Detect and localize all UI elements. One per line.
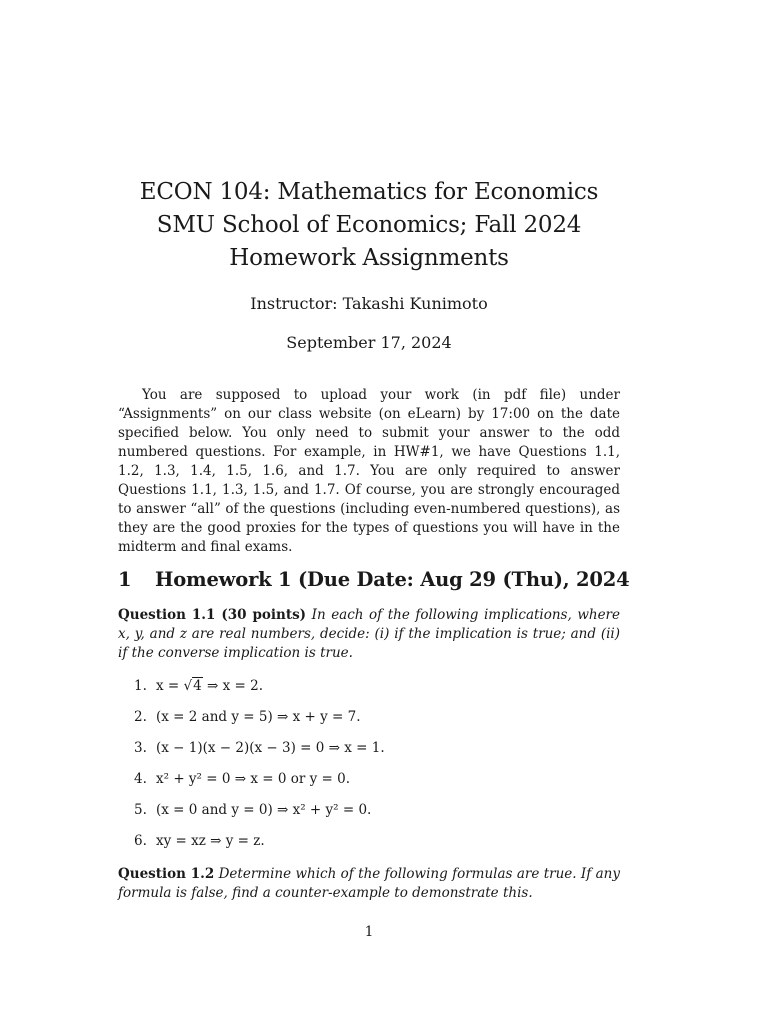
item-number: 2.	[134, 709, 147, 725]
instructor-line: Instructor: Takashi Kunimoto	[250, 294, 488, 313]
question-text: Determine which of the following formulas are true. If any formula is false, find a counter-example to demonstrate this.	[118, 866, 620, 901]
question-text: In each of the following implications, where x, y, and z are real numbers, decide: (i) if the implication is true; and (ii) if the converse implication is true.	[118, 607, 620, 661]
document-title	[0, 176, 738, 275]
intro-paragraph: You are supposed to upload your work (in pdf file) under “Assignments” on our class website (on eLearn) by 17:00 on the date specified below. You only need to submit your answer to the odd numbered questions. For example, in HW#1, we have Questions 1.1, 1.2, 1.3, 1.4, 1.5, 1.6, and 1.7. You are only required to answer Questions 1.1, 1.3, 1.5, and 1.7. Of course, you are strongly encouraged to answer “all” of the questions (including even-numbered questions), as they are the good proxies for the types of questions you will have in the midterm and final exams.	[118, 387, 620, 555]
list-item	[134, 676, 614, 707]
document-date: September 17, 2024	[286, 333, 452, 352]
item-formula: xy = xz ⇒ y = z.	[156, 833, 265, 849]
school-term: SMU School of Economics; Fall 2024	[156, 212, 582, 238]
item-formula: x = √4 ⇒ x = 2.	[156, 678, 264, 694]
question-1-2	[118, 865, 620, 903]
section-number: 1	[118, 568, 132, 591]
list-item	[134, 707, 614, 738]
course-title: ECON 104: Mathematics for Economics	[139, 179, 599, 205]
item-number: 6.	[134, 833, 147, 849]
question-label: Question 1.1 (30 points)	[118, 607, 307, 623]
question-1-1	[118, 606, 620, 663]
implication-list	[134, 676, 614, 862]
item-formula: (x = 2 and y = 5) ⇒ x + y = 7.	[156, 709, 361, 725]
item-number: 3.	[134, 740, 147, 756]
list-item	[134, 831, 614, 862]
page-number: 1	[364, 924, 374, 940]
item-formula: x² + y² = 0 ⇒ x = 0 or y = 0.	[156, 771, 350, 787]
document-subtitle: Homework Assignments	[229, 245, 509, 271]
section-heading	[118, 566, 638, 594]
list-item	[134, 738, 614, 769]
item-number: 4.	[134, 771, 147, 787]
list-item	[134, 769, 614, 800]
item-formula: (x = 0 and y = 0) ⇒ x² + y² = 0.	[156, 802, 372, 818]
item-number: 5.	[134, 802, 147, 818]
item-formula: (x − 1)(x − 2)(x − 3) = 0 ⇒ x = 1.	[156, 740, 385, 756]
list-item	[134, 800, 614, 831]
sqrt-radicand: 4	[193, 678, 202, 694]
item-number: 1.	[134, 678, 147, 694]
section-title-text: Homework 1 (Due Date: Aug 29 (Thu), 2024	[155, 568, 630, 591]
question-label: Question 1.2	[118, 866, 215, 882]
